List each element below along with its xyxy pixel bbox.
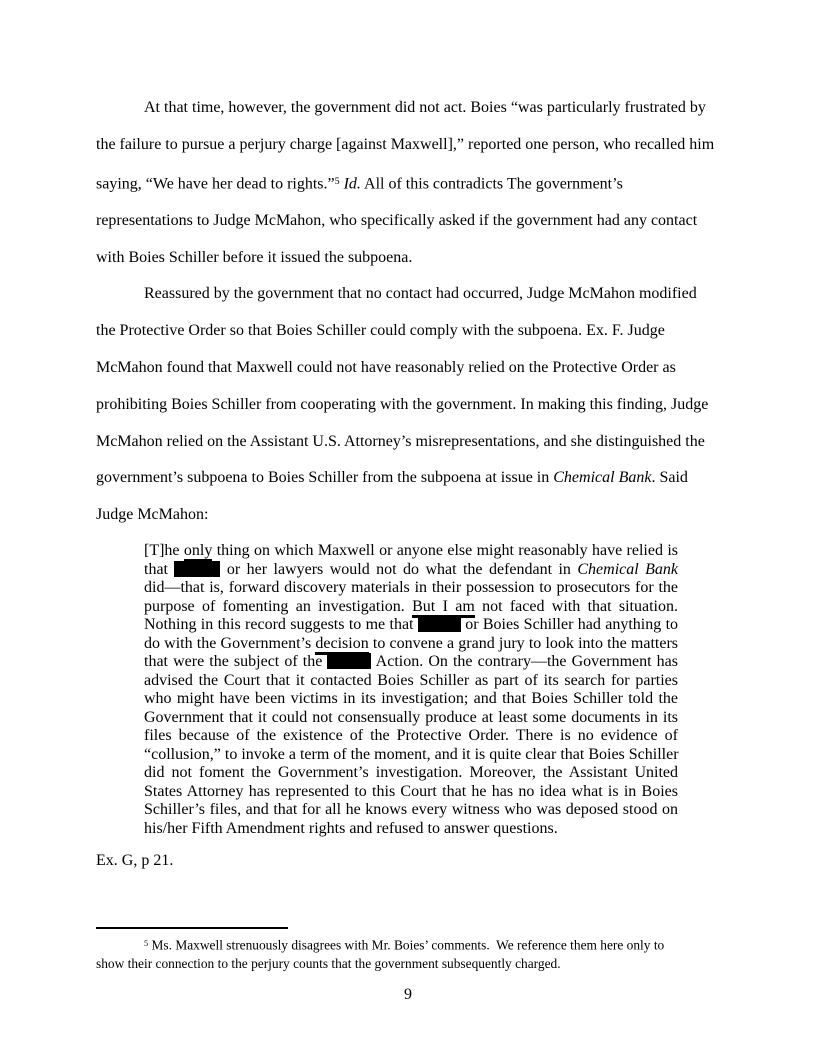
text-line <box>96 203 720 240</box>
text-segment: to convene a grand jury to look into the matters <box>368 634 678 652</box>
text-line <box>144 820 678 839</box>
text-segment: that were the subject of the <box>144 653 328 671</box>
text-line <box>144 598 678 617</box>
text-segment: did—that is, forward discovery materials in their possession to prosecutors for the <box>144 579 678 597</box>
footnote-text <box>96 935 720 973</box>
text-line <box>144 764 678 783</box>
text-line <box>144 579 678 598</box>
document-body <box>96 90 720 871</box>
text-line <box>96 127 720 164</box>
text-segment: the Protective Order so that Boies Schiller could comply with the subpoena. Ex. F. Judge <box>96 322 665 340</box>
text-line <box>96 276 720 313</box>
text-segment: Action. On the contrary—the Government has <box>371 653 679 671</box>
text-segment: . Said <box>651 469 688 487</box>
text-line <box>144 690 678 709</box>
text-segment: show their connection to the perjury counts that the government subsequently charged. <box>96 955 561 971</box>
redaction-box <box>418 616 461 632</box>
text-line <box>96 497 720 534</box>
text-segment: All of this contradicts The government’s <box>360 175 623 193</box>
paragraph-1 <box>96 90 720 276</box>
redaction-box <box>327 653 371 669</box>
text-segment: Nothing in this record suggests to me that <box>144 616 418 634</box>
text-segment: that <box>144 560 175 578</box>
paragraph-2 <box>96 276 720 534</box>
text-segment: At that time, however, the government did not act. Boies “was particularly frustrated by <box>144 99 706 116</box>
page-number: 9 <box>404 986 412 1003</box>
text-line <box>144 542 678 561</box>
text-segment-italic: Chemical Bank <box>553 469 652 487</box>
block-quote <box>144 542 678 838</box>
text-segment: not faced with that situation. <box>474 597 678 615</box>
text-line <box>144 616 678 635</box>
text-segment: the failure to pursue a perjury charge [against Maxwell],” reported one person, who recalled him <box>96 135 715 153</box>
text-line <box>144 672 678 691</box>
text-segment: government’s subpoena to Boies Schiller from the subpoena at issue in <box>96 469 554 487</box>
text-segment: with Boies Schiller before it issued the subpoena. <box>96 248 413 266</box>
text-segment: or Boies Schiller had anything to <box>460 616 679 634</box>
footnote-section <box>96 927 720 973</box>
text-line <box>144 727 678 746</box>
text-segment: Reassured by the government that no contact had occurred, Judge McMahon modified <box>144 285 697 303</box>
text-segment: [T]he <box>144 542 184 560</box>
text-line <box>144 561 678 580</box>
text-segment-sup: 5 <box>334 175 340 187</box>
text-line <box>144 709 678 728</box>
text-segment-underline: decision <box>315 635 368 655</box>
redaction-box <box>174 561 220 577</box>
text-segment: prohibiting Boies Schiller from cooperating with the government. In making this finding, Judge <box>96 395 709 413</box>
text-segment: “collusion,” to invoke a term of the moment, and it is quite clear that Boies Schiller <box>144 745 679 763</box>
text-segment: files because of the existence of the Protective Order. There is no evidence of <box>144 727 678 745</box>
text-segment: thing on which Maxwell or anyone else might reasonably have relied is <box>212 542 678 560</box>
text-line <box>96 955 720 973</box>
text-segment: advised the Court that it contacted Boies Schiller as part of its search for parties <box>144 671 678 689</box>
text-segment: purpose of fomenting an investigation. <box>144 597 413 615</box>
text-segment: McMahon found that Maxwell could not have reasonably relied on the Protective Order as <box>96 359 676 377</box>
text-line <box>96 313 720 350</box>
text-line <box>96 387 720 424</box>
text-segment: or her lawyers would not do what the defendant in <box>220 560 578 578</box>
text-line <box>96 350 720 387</box>
text-segment: Government that it could not consensually produce at least some documents in its <box>144 708 678 726</box>
text-line <box>96 424 720 461</box>
text-segment: Schiller’s files, and that for all he knows every witness who was deposed stood on <box>144 801 678 819</box>
text-segment: saying, “We have her dead to rights.” <box>96 175 335 193</box>
text-line <box>144 801 678 820</box>
text-segment: his/her Fifth Amendment rights and refused to answer questions. <box>144 819 558 837</box>
text-segment: who might have been victims in its investigation; and that Boies Schiller told the <box>144 690 678 708</box>
citation-line: Ex. G, p 21. <box>96 852 174 870</box>
text-segment: Ms. Maxwell strenuously disagrees with Mr. Boies’ comments. We reference them here only to <box>148 937 665 953</box>
text-line <box>144 783 678 802</box>
text-line <box>144 635 678 654</box>
text-line <box>144 746 678 765</box>
text-line <box>96 164 720 203</box>
text-line <box>144 653 678 672</box>
text-segment: representations to Judge McMahon, who specifically asked if the government had any contact <box>96 211 698 229</box>
text-segment-underline: only <box>184 542 212 562</box>
footnote-separator <box>96 927 288 929</box>
text-segment: do with the Government’s <box>144 634 316 652</box>
text-segment-italic: Id. <box>343 175 361 193</box>
text-segment: Judge McMahon: <box>96 506 209 524</box>
text-segment: McMahon relied on the Assistant U.S. Attorney’s misrepresentations, and she distinguished the <box>96 432 705 450</box>
text-segment-sup: 5 <box>144 939 149 948</box>
text-segment-italic: Chemical Bank <box>577 560 678 578</box>
text-line <box>96 240 720 277</box>
text-line <box>96 90 720 127</box>
text-line <box>96 935 720 955</box>
text-line <box>96 460 720 497</box>
text-segment: did not foment the Government’s investigation. Moreover, the Assistant United <box>144 764 678 782</box>
text-segment-underline: But I am <box>412 598 475 618</box>
text-segment: States Attorney has represented to this Court that he has no idea what is in Boies <box>144 782 678 800</box>
